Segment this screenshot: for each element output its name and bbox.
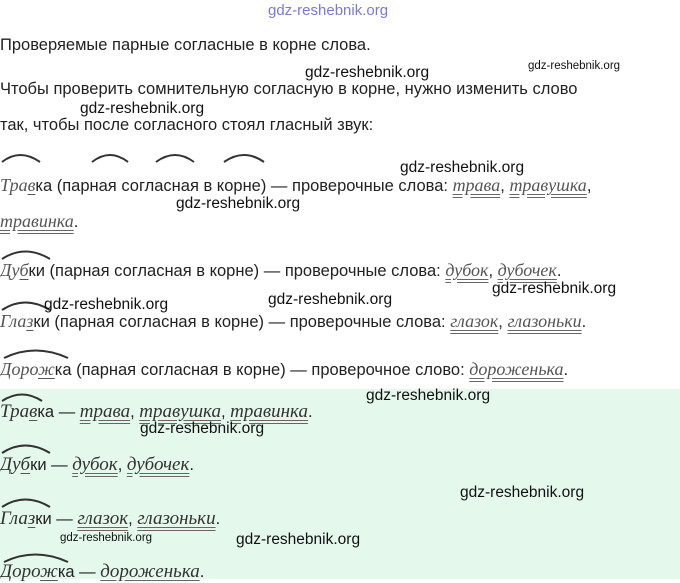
watermark: gdz-reshebnik.org xyxy=(400,159,525,176)
answer-1: Травка — трава, травушка, травинка. xyxy=(0,401,313,422)
rule-line-1: Чтобы проверить сомнительную согласную в корне, нужно изменить слово xyxy=(0,80,578,98)
watermark: gdz-reshebnik.org xyxy=(528,60,621,72)
entry-2: Дубки (парная согласная в корне) — проверочные слова: дубок, дубочек. xyxy=(0,260,562,280)
entry-1-line-2: травинка. xyxy=(0,211,79,231)
entry-1: Травка (парная согласная в корне) — проверочные слова: трава, травушка, xyxy=(0,175,592,195)
answer-2: Дубки — дубок, дубочек. xyxy=(0,454,194,475)
entry-3: Глазки (парная согласная в корне) — проверочные слова: глазок, глазоньки. xyxy=(0,311,587,331)
watermark: gdz-reshebnik.org xyxy=(44,296,169,313)
watermark: gdz-reshebnik.org xyxy=(80,100,205,117)
rule-line-2: так, чтобы после согласного стоял гласный звук: xyxy=(0,116,374,134)
watermark: gdz-reshebnik.org xyxy=(236,531,361,548)
answer-3: Глазки — глазок, глазоньки. xyxy=(0,508,221,529)
watermark: gdz-reshebnik.org xyxy=(460,484,585,501)
heading: Проверяемые парные согласные в корне слова. xyxy=(0,36,371,54)
watermark: gdz-reshebnik.org xyxy=(60,532,153,544)
watermark: gdz-reshebnik.org xyxy=(176,195,301,212)
watermark: gdz-reshebnik.org xyxy=(140,420,265,437)
watermark: gdz-reshebnik.org xyxy=(492,280,617,297)
answer-4: Дорожка — дороженька. xyxy=(0,561,205,582)
watermark: gdz-reshebnik.org xyxy=(305,64,430,81)
site-label[interactable]: gdz-reshebnik.org xyxy=(268,2,389,19)
root-arcs xyxy=(0,148,270,166)
entry-4: Дорожка (парная согласная в корне) — проверочное слово: дороженька. xyxy=(0,359,569,379)
watermark: gdz-reshebnik.org xyxy=(268,291,393,308)
watermark: gdz-reshebnik.org xyxy=(366,387,491,404)
word: Трав xyxy=(0,175,36,195)
